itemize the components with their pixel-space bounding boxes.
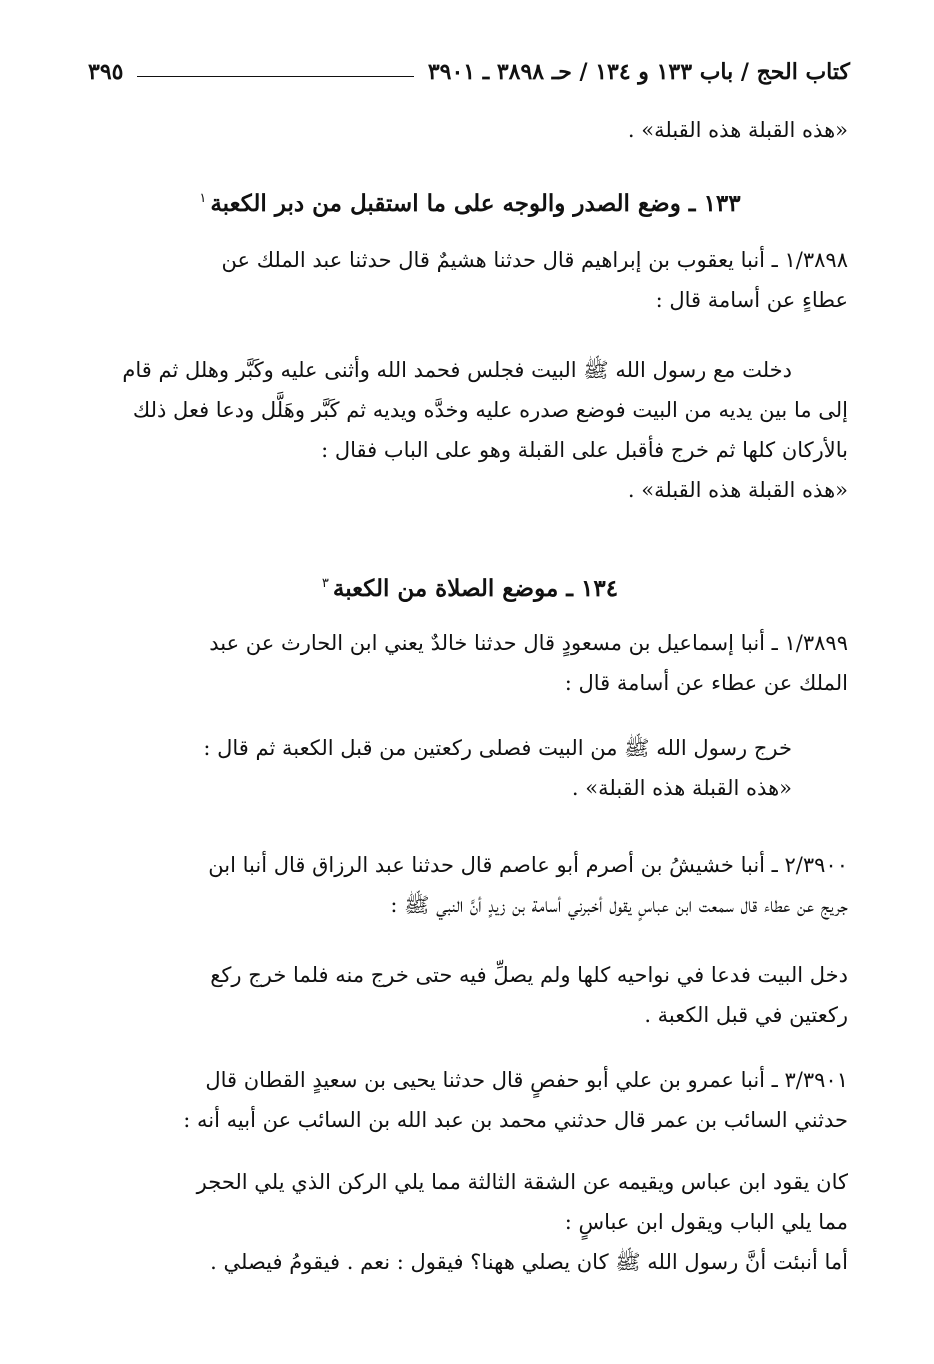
footnote-marker: ١ — [199, 191, 207, 207]
text-line: مما يلي الباب ويقول ابن عباسٍ : — [564, 1210, 848, 1234]
text-line: خرج رسول الله ﷺ من البيت فصلى ركعتين من قبل الكعبة ثم قال : — [203, 736, 792, 760]
text-line: دخل البيت فدعا في نواحيه كلها ولم يصلِّ فيه حتى خرج منه فلما خرج ركع — [210, 963, 848, 987]
section-heading-133 — [92, 190, 848, 217]
section-heading-134 — [92, 575, 848, 602]
text-line: ركعتين في قبل الكعبة . — [644, 1003, 848, 1027]
text-line: «هذه القبلة هذه القبلة» . — [627, 118, 848, 142]
text-line: ٢/٣٩٠٠ ـ أنبا خشيشُ بن أصرم أبو عاصم قال حدثنا عبد الرزاق قال أنبا ابن — [208, 853, 848, 877]
footnote-marker: ٣ — [321, 576, 329, 592]
text-line: الملك عن عطاء عن أسامة قال : — [564, 671, 848, 695]
hadith-text-3900 — [92, 955, 848, 1035]
text-line: كان يقود ابن عباس ويقيمه عن الشقة الثالثة مما يلي الركن الذي يلي الحجر — [196, 1170, 848, 1194]
hadith-text-3898-cont — [92, 390, 848, 510]
text-line: «هذه القبلة هذه القبلة» . — [627, 478, 848, 502]
hadith-text-3898 — [92, 350, 792, 390]
hadith-isnad-3898 — [92, 240, 848, 320]
text-line: ٣/٣٩٠١ ـ أنبا عمرو بن علي أبو حفصٍ قال حدثنا يحيى بن سعيدٍ القطان قال — [205, 1068, 848, 1092]
header-title: كتاب الحج / باب ١٣٣ و ١٣٤ / حـ ٣٨٩٨ ـ ٣٩٠١ — [427, 59, 850, 85]
hadith-text-3899 — [92, 728, 792, 808]
hadith-isnad-3900 — [92, 845, 848, 925]
text-line: إلى ما بين يديه من البيت فوضع صدره عليه وخدَّه ويديه ثم كَبَّر وهَلَّل ودعا فعل ذلك — [132, 398, 848, 422]
text-line: ١/٣٨٩٩ ـ أنبا إسماعيل بن مسعودٍ قال حدثنا خالدٌ يعني ابن الحارث عن عبد — [209, 631, 848, 655]
text-line: أما أنبئت أنَّ رسول الله ﷺ كان يصلي ههنا؟ فيقول : نعم . فيقومُ فيصلي . — [210, 1250, 848, 1274]
text-line: بالأركان كلها ثم خرج فأقبل على القبلة وهو على الباب فقال : — [321, 438, 848, 462]
text-line: «هذه القبلة هذه القبلة» . — [571, 776, 792, 800]
text-line: حدثني السائب بن عمر قال حدثني محمد بن عبد الله بن السائب عن أبيه أنه : — [183, 1108, 848, 1132]
hadith-isnad-3901 — [92, 1060, 848, 1140]
text-line: ١/٣٨٩٨ ـ أنبا يعقوب بن إبراهيم قال حدثنا هشيمٌ قال حدثنا عبد الملك عن — [221, 248, 848, 272]
section-heading-text: ١٣٣ ـ وضع الصدر والوجه على ما استقبل من دبر الكعبة — [210, 190, 741, 217]
running-header — [88, 52, 850, 92]
hadith-text-3901 — [92, 1162, 848, 1282]
text-line: عطاءٍ عن أسامة قال : — [655, 288, 848, 312]
text-line: دخلت مع رسول الله ﷺ البيت فجلس فحمد الله وأثنى عليه وكَبَّر وهلل ثم قام — [122, 358, 792, 382]
header-rule — [137, 76, 413, 77]
section-heading-text: ١٣٤ ـ موضع الصلاة من الكعبة — [332, 575, 619, 602]
hadith-isnad-3899 — [92, 623, 848, 703]
quote-continuation — [92, 110, 848, 150]
page-number: ٣٩٥ — [88, 59, 124, 85]
text-line: جريج عن عطاء قال سمعت ابن عباسٍ يقول أخبرني أسامة بن زيدٍ أنَّ النبي ﷺ : — [390, 893, 848, 917]
